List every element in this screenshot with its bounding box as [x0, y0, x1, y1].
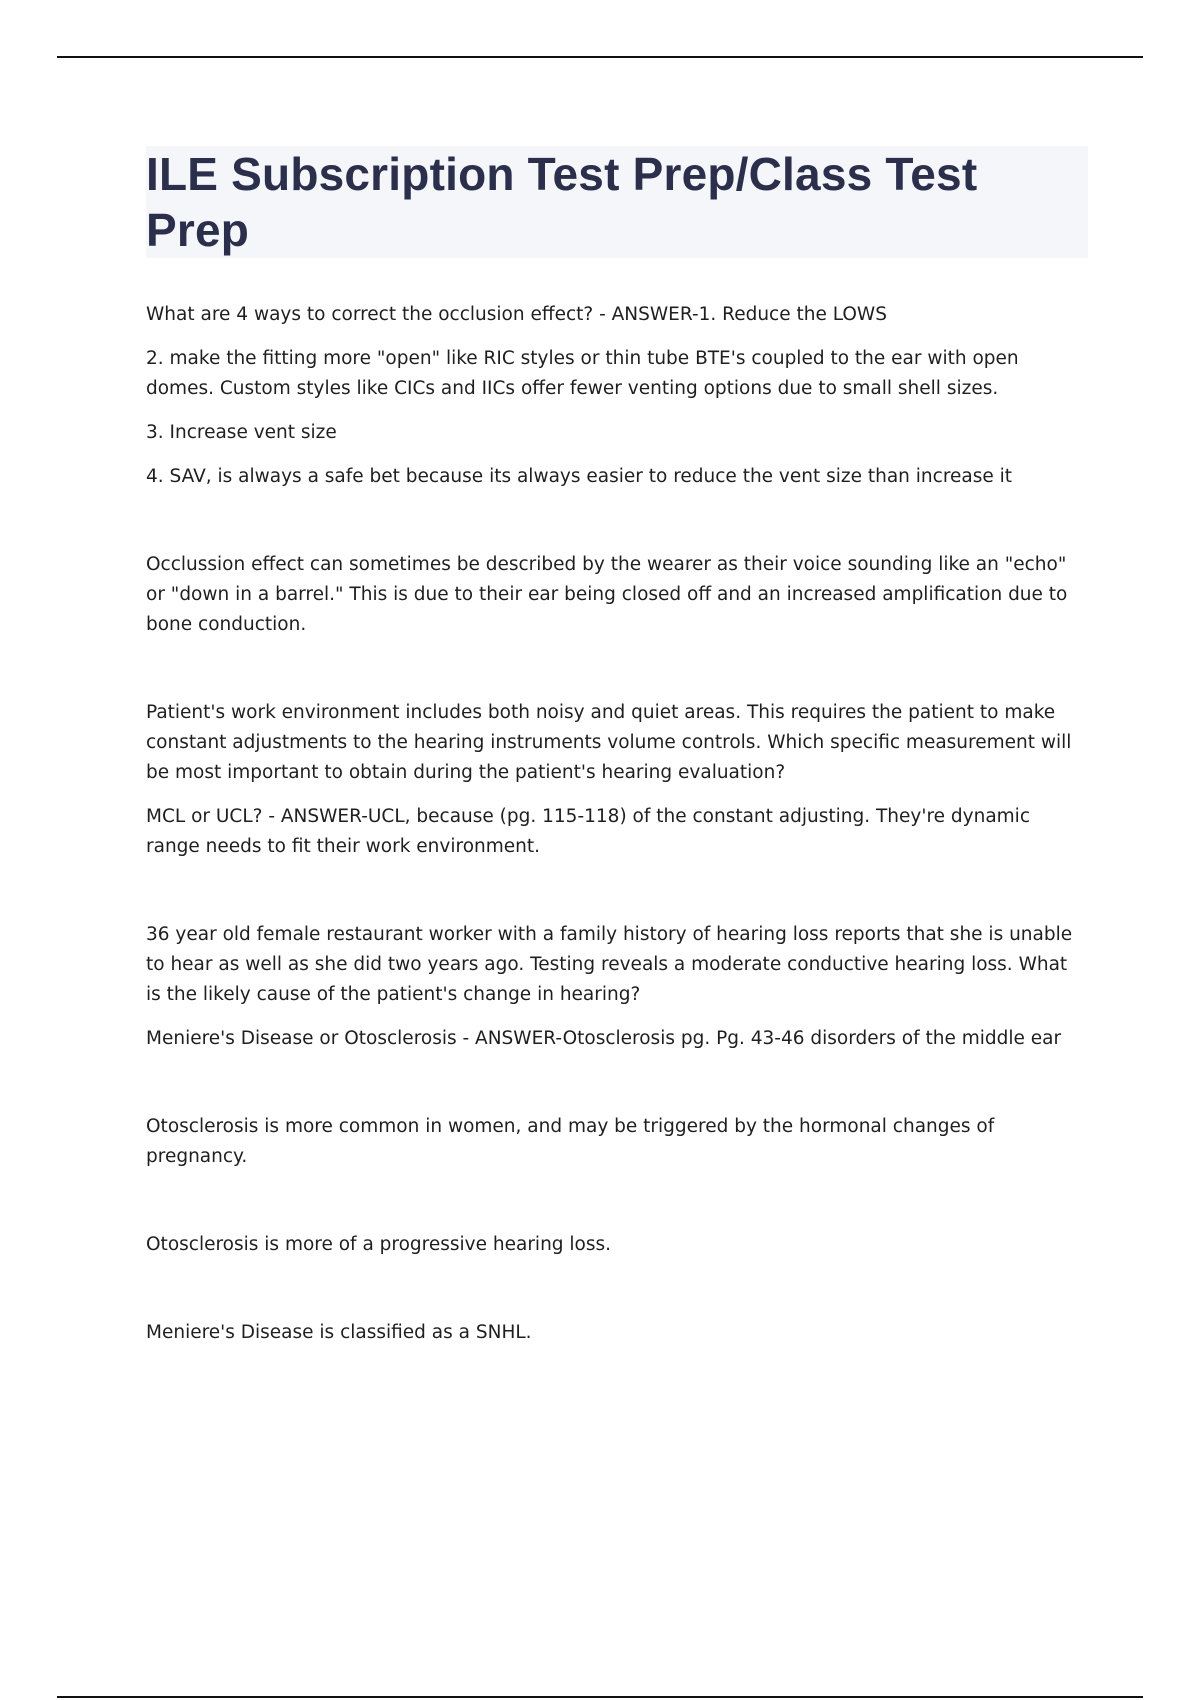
spacer: [146, 1068, 1076, 1112]
spacer: [146, 506, 1076, 550]
spacer: [146, 1274, 1076, 1318]
answer-paragraph: 4. SAV, is always a safe bet because its always easier to reduce the vent size than increase it: [146, 466, 1013, 487]
bottom-rule: [57, 1696, 1143, 1698]
spacer: [146, 654, 1076, 698]
spacer: [146, 1186, 1076, 1230]
note-paragraph: Meniere's Disease is classified as a SNHL.: [146, 1322, 532, 1343]
note-paragraph: Otosclerosis is more common in women, and may be triggered by the hormonal changes of pregnancy.: [146, 1116, 995, 1167]
title-banner: [146, 146, 1088, 258]
top-rule: [57, 56, 1143, 58]
page-title: ILE Subscription Test Prep/Class Test Prep: [146, 148, 978, 256]
question-paragraph: Patient's work environment includes both noisy and quiet areas. This requires the patient to make constant adjustments to the hearing instruments volume controls. Which specific measurement will be most important to obtain during the patient's hearing evaluation?: [146, 702, 1072, 783]
question-paragraph: 36 year old female restaurant worker with a family history of hearing loss reports that she is unable to hear as well as she did two years ago. Testing reveals a moderate conductive hearing loss. What is the likely cause of the patient's change in hearing?: [146, 924, 1073, 1005]
answer-paragraph: MCL or UCL? - ANSWER-UCL, because (pg. 115-118) of the constant adjusting. They're dynamic range needs to fit their work environment.: [146, 806, 1030, 857]
spacer: [146, 876, 1076, 920]
document-body: [146, 300, 1076, 1362]
answer-paragraph: Meniere's Disease or Otosclerosis - ANSWER-Otosclerosis pg. Pg. 43-46 disorders of the middle ear: [146, 1028, 1062, 1049]
answer-paragraph: 3. Increase vent size: [146, 422, 337, 443]
answer-paragraph: 2. make the fitting more "open" like RIC styles or thin tube BTE's coupled to the ear with open domes. Custom styles like CICs and IICs offer fewer venting options due to small shell sizes.: [146, 348, 1019, 399]
note-paragraph: Occlussion effect can sometimes be described by the wearer as their voice sounding like an "echo" or "down in a barrel." This is due to their ear being closed off and an increased amplification due to bone conduction.: [146, 554, 1068, 635]
note-paragraph: Otosclerosis is more of a progressive hearing loss.: [146, 1234, 612, 1255]
question-paragraph: What are 4 ways to correct the occlusion effect? - ANSWER-1. Reduce the LOWS: [146, 304, 887, 325]
